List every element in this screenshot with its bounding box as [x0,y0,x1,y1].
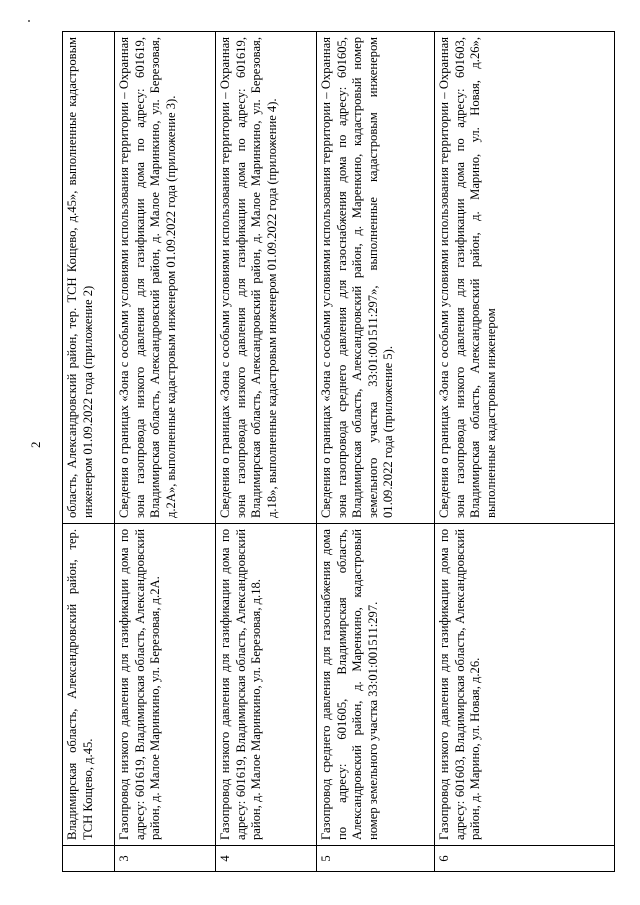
info-cell: Сведения о границах «Зона с особыми условиями использования территории – Охранная зона газопровода низкого давления для газификации дома по адресу: 601619, Владимирская область, Александровский район, д. Малое Маринкино, ул. Березовая, д.2А», выполненные кадастровым инженером 01.09.2022 года (приложение 3). [115,32,216,524]
table-row [435,32,615,872]
object-cell: Газопровод низкого давления для газификации дома по адресу: 601619, Владимирская область, Александровский район, д. Малое Маринкино, ул. Березовая, д.2А. [115,524,216,846]
row-number [63,846,115,872]
row-number: 6 [435,846,615,872]
page-number: 2 [28,441,43,448]
info-cell: Сведения о границах «Зона с особыми условиями использования территории – Охранная зона газопровода низкого давления для газификации дома по адресу: 601619, Владимирская область, Александровский район, д. Малое Маринкино, ул. Березовая, д.18», выполненные кадастровым инженером 01.09.2022 года (приложение 4). [216,32,317,524]
info-cell: Сведения о границах «Зона с особыми условиями использования территории – Охранная зона газопровода низкого давления для газификации дома по адресу: 601603, Владимирская область, Александровский район, д. Марино, ул. Новая, д.26», выполненные кадастровым инженером [435,32,615,524]
info-cell: область, Александровский район, тер. ТСН Кощево, д.45», выполненные кадастровым инженером 01.09.2022 года (приложение 2) [63,32,115,524]
scan-speck [28,20,30,22]
row-number: 3 [115,846,216,872]
table-row [216,32,317,872]
table-row [317,32,435,872]
object-cell: Газопровод низкого давления для газификации дома по адресу: 601603, Владимирская область, Александровский район, д. Марино, ул. Новая, д.26. [435,524,615,846]
object-cell: Газопровод низкого давления для газификации дома по адресу: 601619, Владимирская область, Александровский район, д. Малое Маринкино, ул. Березовая, д.18. [216,524,317,846]
rotated-table-sheet [62,32,614,872]
object-cell: Владимирская область, Александровский район, тер. ТСН Кощево, д.45. [63,524,115,846]
row-number: 5 [317,846,435,872]
table-row [63,32,115,872]
zones-table [62,31,615,872]
object-cell: Газопровод среднего давления для газоснабжения дома по адресу: 601605, Владимирская область, Александровский район, д. Маренкино, кадастровый номер земельного участка 33:01:001511:297. [317,524,435,846]
info-cell: Сведения о границах «Зона с особыми условиями использования территории – Охранная зона газопровода среднего давления для газоснабжения дома по адресу: 601605, Владимирская область, Александровский район, д. Маренкино, кадастровый номер земельного участка 33:01:001511:297», выполненные кадастровым инженером 01.09.2022 года (приложение 5). [317,32,435,524]
row-number: 4 [216,846,317,872]
table-row [115,32,216,872]
